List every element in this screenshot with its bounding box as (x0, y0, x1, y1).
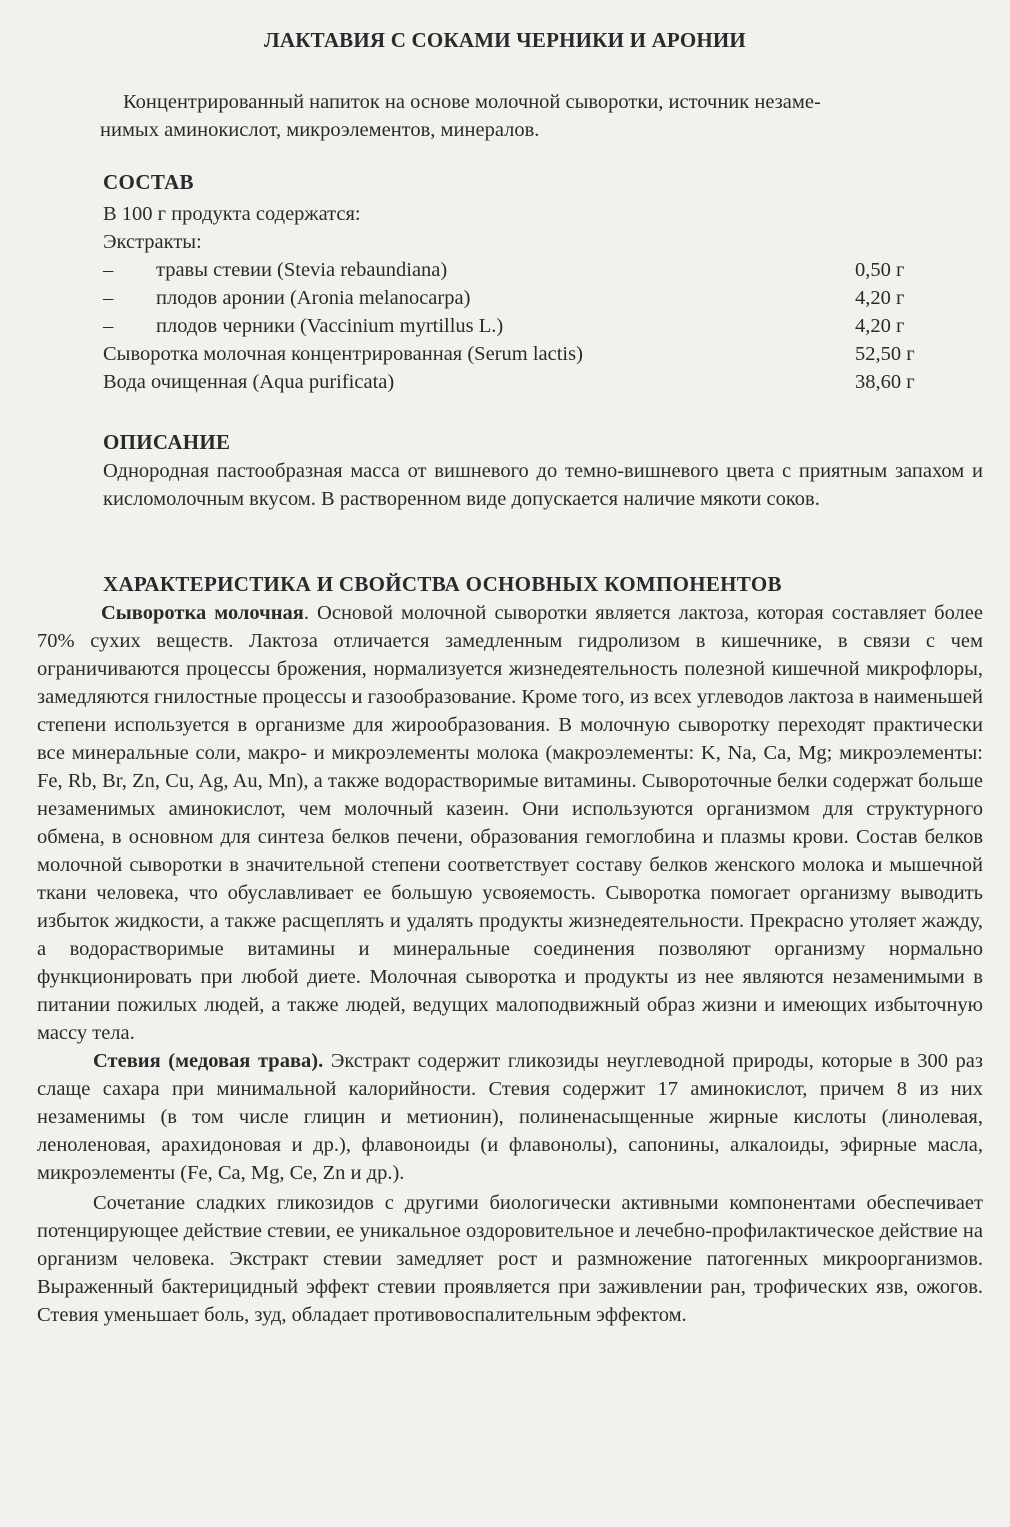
composition-extracts-label: Экстракты: (103, 231, 202, 253)
stevia-term: Стевия (медовая трава). (93, 1050, 324, 1072)
intro-line-1: Концентрированный напиток на основе молочной сыворотки, источник незаме- (123, 91, 821, 113)
characteristics-body (37, 599, 983, 1329)
ingredient-amount: 38,60 г (855, 371, 915, 393)
composition-row (103, 368, 923, 396)
composition-row (103, 340, 923, 368)
whey-paragraph (37, 599, 983, 1047)
sostav-heading: СОСТАВ (103, 170, 194, 194)
intro-paragraph (100, 88, 983, 141)
document-title: ЛАКТАВИЯ С СОКАМИ ЧЕРНИКИ И АРОНИИ (264, 28, 746, 52)
list-dash: – (103, 287, 114, 309)
ingredient-amount: 4,20 г (855, 287, 905, 309)
stevia-text: Экстракт содержит гликозиды неуглеводной природы, которые в 300 раз слаще сахара при минимальной калорийности. Стевия содержит 17 аминокислот, причем 8 из них незаменимы (в том числе глицин и метионин), полиненасыщенные жирные кислоты (линолевая, леноленовая, арахидоновая и др.), флавоноиды (и флавонолы), сапонины, алкалоиды, эфирные масла, микроэлементы (Fe, Ca, Mg, Ce, Zn и др.). (37, 1050, 983, 1184)
ingredient-name: плодов аронии (Aronia melanocarpa) (156, 287, 471, 309)
composition-row (103, 284, 923, 312)
ingredient-amount: 0,50 г (855, 259, 905, 281)
composition-list (103, 200, 923, 396)
composition-row (103, 256, 923, 284)
ingredient-name: плодов черники (Vaccinium myrtillus L.) (156, 315, 504, 337)
stevia-paragraph (37, 1047, 983, 1187)
ingredient-amount: 52,50 г (855, 343, 915, 365)
ingredient-name: Вода очищенная (Aqua purificata) (103, 371, 395, 393)
description-text: Однородная пастообразная масса от вишневого до темно-вишневого цвета с приятным запахом и кисломолочным вкусом. В растворенном виде допускается наличие мякоти соков. (103, 460, 983, 510)
ingredient-amount: 4,20 г (855, 315, 905, 337)
whey-term: Сыворотка молочная (101, 602, 304, 624)
characteristics-heading: ХАРАКТЕРИСТИКА И СВОЙСТВА ОСНОВНЫХ КОМПОНЕНТОВ (103, 572, 782, 596)
description-heading: ОПИСАНИЕ (103, 430, 231, 454)
composition-row (103, 312, 923, 340)
ingredient-name: травы стевии (Stevia rebaundiana) (156, 259, 448, 281)
list-dash: – (103, 315, 114, 337)
ingredient-name: Сыворотка молочная концентрированная (Serum lactis) (103, 343, 583, 365)
combination-paragraph: Сочетание сладких гликозидов с другими биологически активными компонентами обеспечивает потенцирующее действие стевии, ее уникальное оздоровительное и лечебно-профилактическое действие на организм человека. Экстракт стевии замедляет рост и размножение патогенных микроорганизмов. Выраженный бактерицидный эффект стевии проявляется при заживлении ран, трофических язв, ожогов. Стевия уменьшает боль, зуд, обладает противовоспалительным эффектом. (37, 1192, 983, 1326)
list-dash: – (103, 259, 114, 281)
composition-per100: В 100 г продукта содержатся: (103, 203, 361, 225)
whey-text: . Основой молочной сыворотки является лактоза, которая составляет более 70% сухих веществ. Лактоза отличается замедленным гидролизом в кишечнике, в связи с чем ограничиваются процессы брожения, нормализуется жизнедеятельность полезной кишечной микрофлоры, замедляются гнилостные процессы и газообразование. Кроме того, из всех углеводов лактоза в наименьшей степени используется в организме для жирообразования. В молочную сыворотку переходят практически все минеральные соли, макро- и микроэлементы молока (макроэлементы: K, Na, Ca, Mg; микроэлементы: Fe, Rb, Br, Zn, Cu, Ag, Au, Mn), а также водорастворимые витамины. Сывороточные белки содержат больше незаменимых аминокислот, чем молочный казеин. Они используются организмом для структурного обмена, в основном для синтеза белков печени, образования гемоглобина и плазмы крови. Состав белков молочной сыворотки в значительной степени соответствует составу белков женского молока и мышечной ткани человека, что обуславливает ее большую усвояемость. Сыворотка помогает организму выводить избыток жидкости, а также расщеплять и удалять продукты жизнедеятельности. Прекрасно утоляет жажду, а водорастворимые витамины и минеральные соединения позволяют организму нормально функционировать при любой диете. Молочная сыворотка и продукты из нее являются незаменимыми в питании пожилых людей, а также людей, ведущих малоподвижный образ жизни и имеющих избыточную массу тела. (37, 602, 984, 1044)
intro-line-2: нимых аминокислот, микроэлементов, минералов. (100, 119, 540, 141)
